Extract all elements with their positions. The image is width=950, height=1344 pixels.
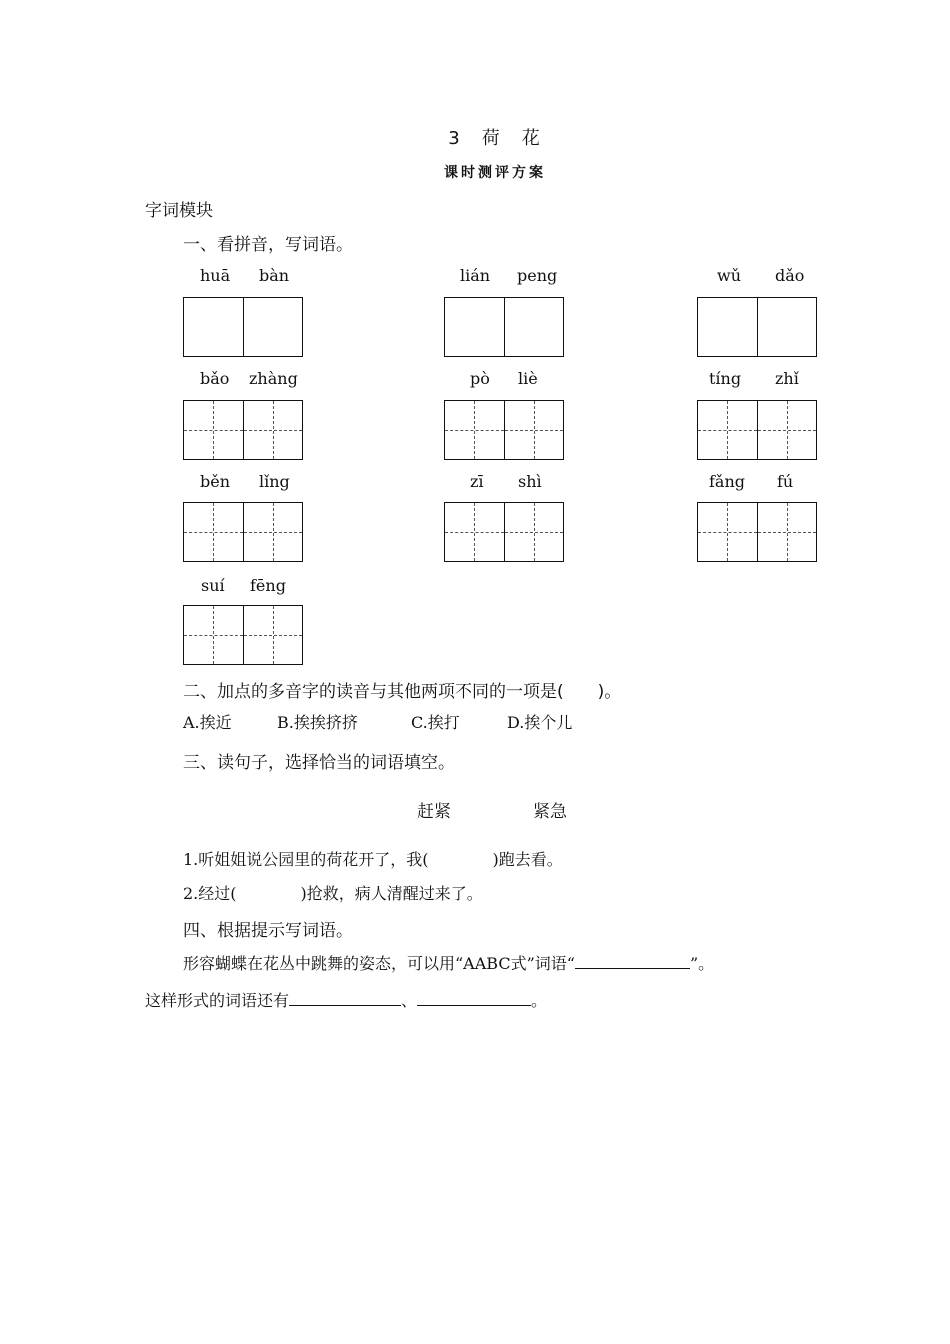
separator: 、 xyxy=(401,991,418,1010)
pinyin: zhàng xyxy=(249,369,298,388)
option-b: B.挨挨挤挤 xyxy=(277,713,358,732)
pinyin: liè xyxy=(518,369,538,388)
pinyin: bǎo xyxy=(200,369,230,388)
answer-blank[interactable] xyxy=(417,1004,531,1006)
q4-line-2 xyxy=(145,988,547,1011)
q4-heading: 四、根据提示写词语。 xyxy=(183,921,353,941)
pinyin: fú xyxy=(777,472,794,491)
pinyin: zhǐ xyxy=(775,369,799,388)
pinyin: lǐng xyxy=(259,472,290,491)
sentence-2: 2.经过( )抢救，病人清醒过来了。 xyxy=(183,884,483,903)
pinyin: dǎo xyxy=(775,266,805,285)
writing-grid[interactable] xyxy=(444,502,564,562)
writing-grid[interactable] xyxy=(183,400,303,460)
word-choice: 赶紧 xyxy=(417,802,451,822)
writing-grid[interactable] xyxy=(183,502,303,562)
q4-line-1-text: 形容蝴蝶在花丛中跳舞的姿态，可以用“AABC式”词语“ xyxy=(183,954,575,973)
section-heading: 字词模块 xyxy=(145,201,213,221)
writing-grid[interactable] xyxy=(697,502,817,562)
pinyin: fǎng xyxy=(709,472,746,491)
option-a: A.挨近 xyxy=(183,713,232,732)
pinyin: tíng xyxy=(709,369,742,388)
pinyin: wǔ xyxy=(717,266,741,285)
pinyin: lián xyxy=(460,266,491,285)
writing-grid[interactable] xyxy=(444,400,564,460)
word-choice: 紧急 xyxy=(533,802,567,822)
q4-line-2-end: 。 xyxy=(531,991,548,1010)
page-subtitle: 课时测评方案 xyxy=(444,165,546,181)
page-title: 3 荷 花 xyxy=(448,128,542,149)
pinyin: zī xyxy=(470,472,484,491)
option-c: C.挨打 xyxy=(411,713,460,732)
sentence-1: 1.听姐姐说公园里的荷花开了，我( )跑去看。 xyxy=(183,850,563,869)
q1-heading: 一、看拼音，写词语。 xyxy=(183,235,353,255)
pinyin: huā xyxy=(200,266,231,285)
pinyin: suí xyxy=(201,576,225,595)
pinyin: shì xyxy=(518,472,542,491)
q2-heading: 二、加点的多音字的读音与其他两项不同的一项是( )。 xyxy=(183,682,622,702)
q4-line-1 xyxy=(183,951,714,974)
pinyin: pò xyxy=(470,369,490,388)
q4-line-1-end: ”。 xyxy=(689,954,715,973)
q3-heading: 三、读句子，选择恰当的词语填空。 xyxy=(183,753,455,773)
pinyin: běn xyxy=(200,472,231,491)
option-d: D.挨个儿 xyxy=(507,713,573,732)
writing-grid[interactable] xyxy=(183,605,303,665)
pinyin: bàn xyxy=(259,266,290,285)
writing-grid[interactable] xyxy=(697,297,817,357)
pinyin: peng xyxy=(517,266,558,285)
pinyin: fēng xyxy=(250,576,286,595)
q4-line-2-text: 这样形式的词语还有 xyxy=(145,991,290,1010)
writing-grid[interactable] xyxy=(183,297,303,357)
writing-grid[interactable] xyxy=(444,297,564,357)
writing-grid[interactable] xyxy=(697,400,817,460)
answer-blank[interactable] xyxy=(289,1004,401,1006)
answer-blank[interactable] xyxy=(575,967,690,969)
